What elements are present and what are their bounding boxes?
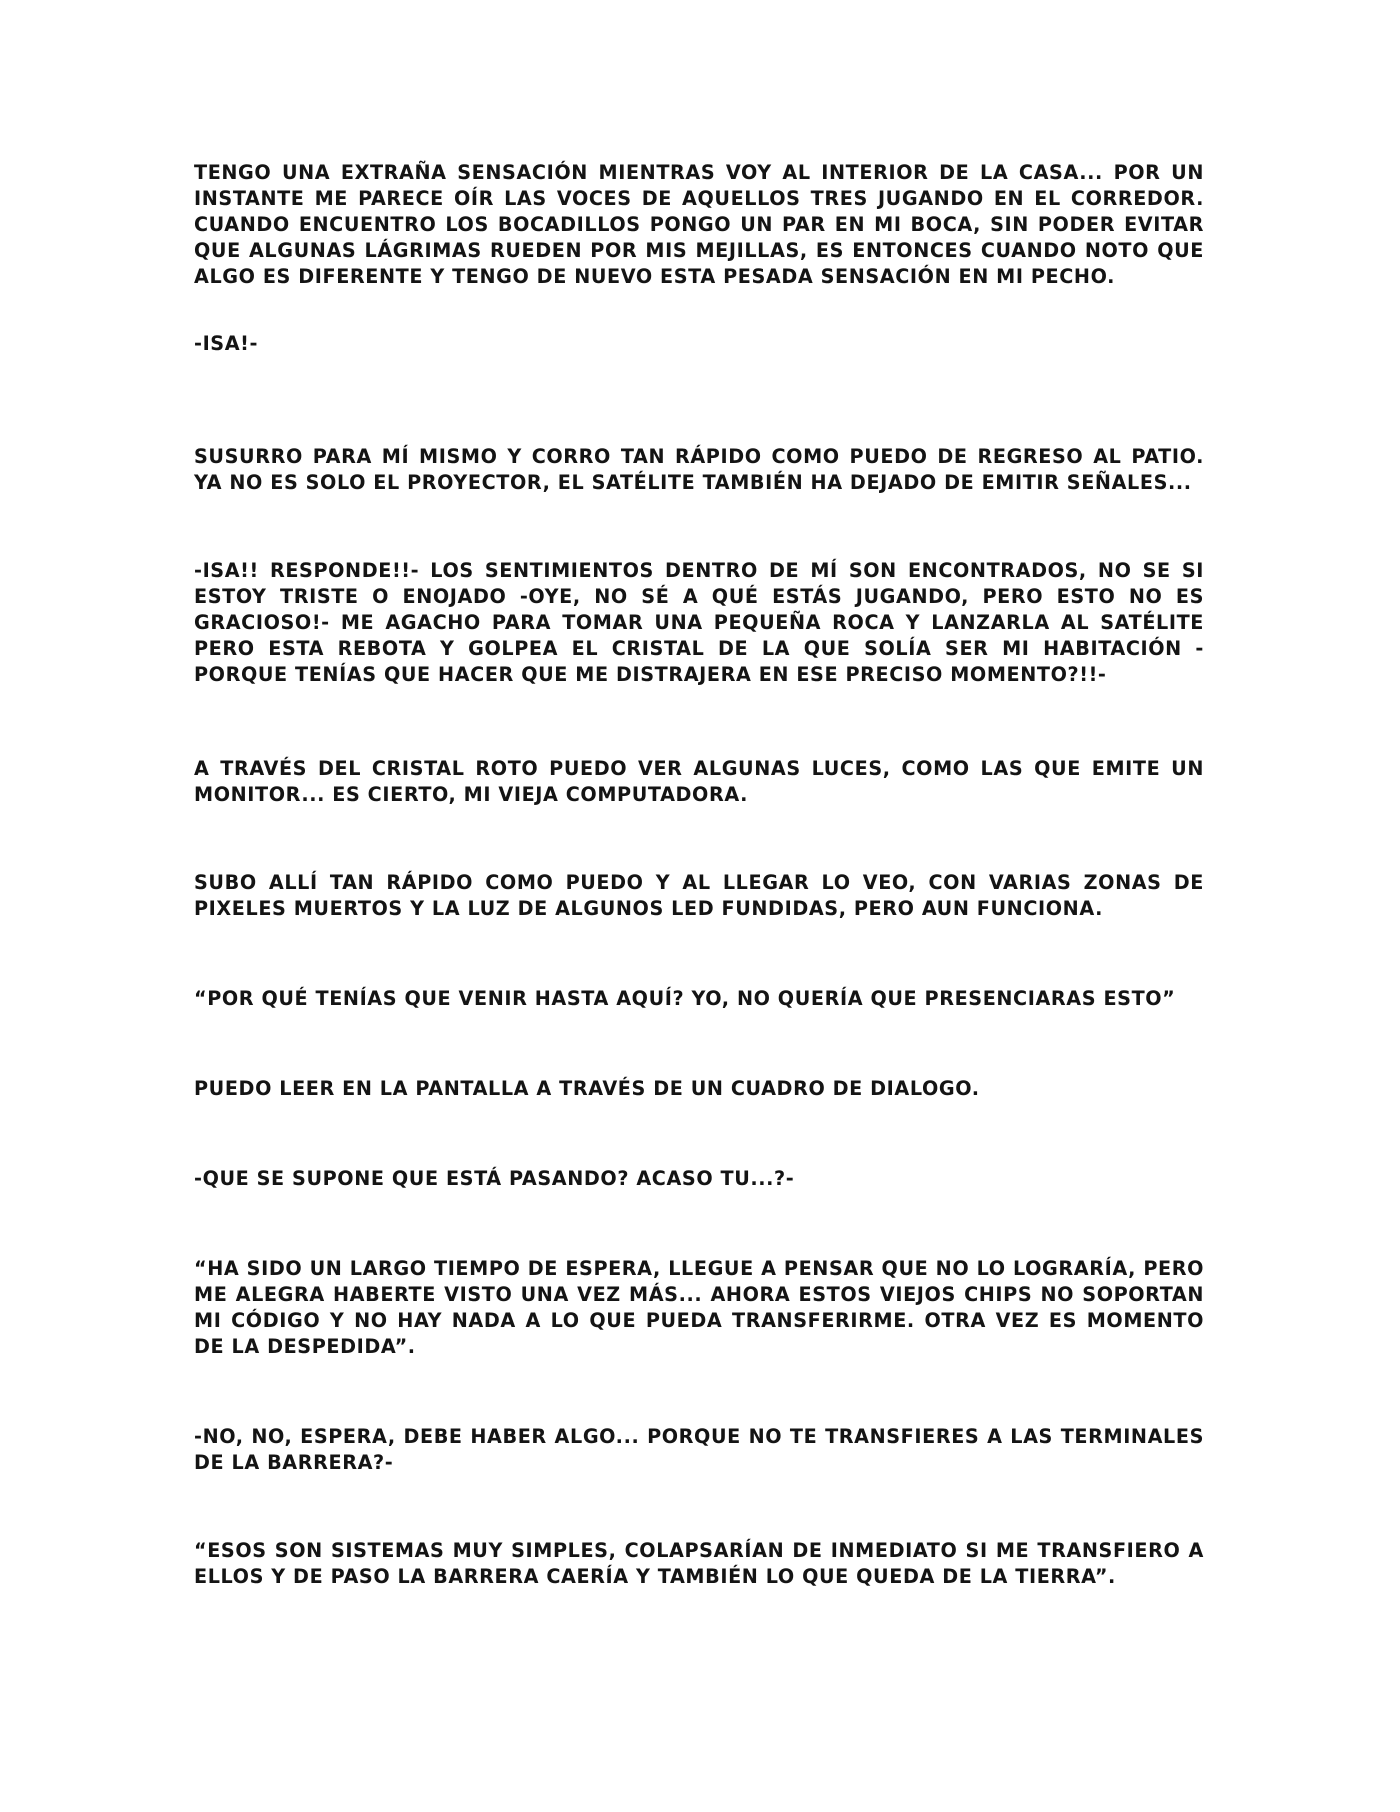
paragraph-12: “ESOS SON SISTEMAS MUY SIMPLES, COLAPSARÍAN DE INMEDIATO SI ME TRANSFIERO A ELLOS Y DE PASO LA BARRERA CAERÍA Y TAMBIÉN LO QUE QUEDA DE LA TIERRA”. xyxy=(194,1539,1204,1588)
paragraph-10: “HA SIDO UN LARGO TIEMPO DE ESPERA, LLEGUE A PENSAR QUE NO LO LOGRARÍA, PERO ME ALEGRA HABERTE VISTO UNA VEZ MÁS... AHORA ESTOS VIEJOS CHIPS NO SOPORTAN MI CÓDIGO Y NO HAY NADA A LO QUE PUEDA TRANSFERIRME. OTRA VEZ ES MOMENTO DE LA DESPEDIDA”. xyxy=(194,1257,1204,1358)
paragraph-5: A TRAVÉS DEL CRISTAL ROTO PUEDO VER ALGUNAS LUCES, COMO LAS QUE EMITE UN MONITOR... ES CIERTO, MI VIEJA COMPUTADORA. xyxy=(194,757,1204,806)
paragraph-9: -QUE SE SUPONE QUE ESTÁ PASANDO? ACASO TU...?- xyxy=(194,1167,795,1190)
paragraph-1: TENGO UNA EXTRAÑA SENSACIÓN MIENTRAS VOY AL INTERIOR DE LA CASA... POR UN INSTANTE ME PARECE OÍR LAS VOCES DE AQUELLOS TRES JUGANDO EN EL CORREDOR. CUANDO ENCUENTRO LOS BOCADILLOS PONGO UN PAR EN MI BOCA, SIN PODER EVITAR QUE ALGUNAS LÁGRIMAS RUEDEN POR MIS MEJILLAS, ES ENTONCES CUANDO NOTO QUE ALGO ES DIFERENTE Y TENGO DE NUEVO ESTA PESADA SENSACIÓN EN MI PECHO. xyxy=(194,161,1204,288)
paragraph-6: SUBO ALLÍ TAN RÁPIDO COMO PUEDO Y AL LLEGAR LO VEO, CON VARIAS ZONAS DE PIXELES MUERTOS Y LA LUZ DE ALGUNOS LED FUNDIDAS, PERO AUN FUNCIONA. xyxy=(194,871,1204,920)
paragraph-8: PUEDO LEER EN LA PANTALLA A TRAVÉS DE UN CUADRO DE DIALOGO. xyxy=(194,1077,980,1100)
paragraph-4: -ISA!! RESPONDE!!- LOS SENTIMIENTOS DENTRO DE MÍ SON ENCONTRADOS, NO SE SI ESTOY TRISTE O ENOJADO -OYE, NO SÉ A QUÉ ESTÁS JUGANDO, PERO ESTO NO ES GRACIOSO!- ME AGACHO PARA TOMAR UNA PEQUEÑA ROCA Y LANZARLA AL SATÉLITE PERO ESTA REBOTA Y GOLPEA EL CRISTAL DE LA QUE SOLÍA SER MI HABITACIÓN -PORQUE TENÍAS QUE HACER QUE ME DISTRAJERA EN ESE PRECISO MOMENTO?!!- xyxy=(194,559,1204,686)
paragraph-2: -ISA!- xyxy=(194,332,259,355)
paragraph-11: -NO, NO, ESPERA, DEBE HABER ALGO... PORQUE NO TE TRANSFIERES A LAS TERMINALES DE LA BARRERA?- xyxy=(194,1425,1204,1474)
paragraph-3: SUSURRO PARA MÍ MISMO Y CORRO TAN RÁPIDO COMO PUEDO DE REGRESO AL PATIO. YA NO ES SOLO EL PROYECTOR, EL SATÉLITE TAMBIÉN HA DEJADO DE EMITIR SEÑALES... xyxy=(194,445,1204,494)
paragraph-7: “POR QUÉ TENÍAS QUE VENIR HASTA AQUÍ? YO, NO QUERÍA QUE PRESENCIARAS ESTO” xyxy=(194,987,1176,1010)
